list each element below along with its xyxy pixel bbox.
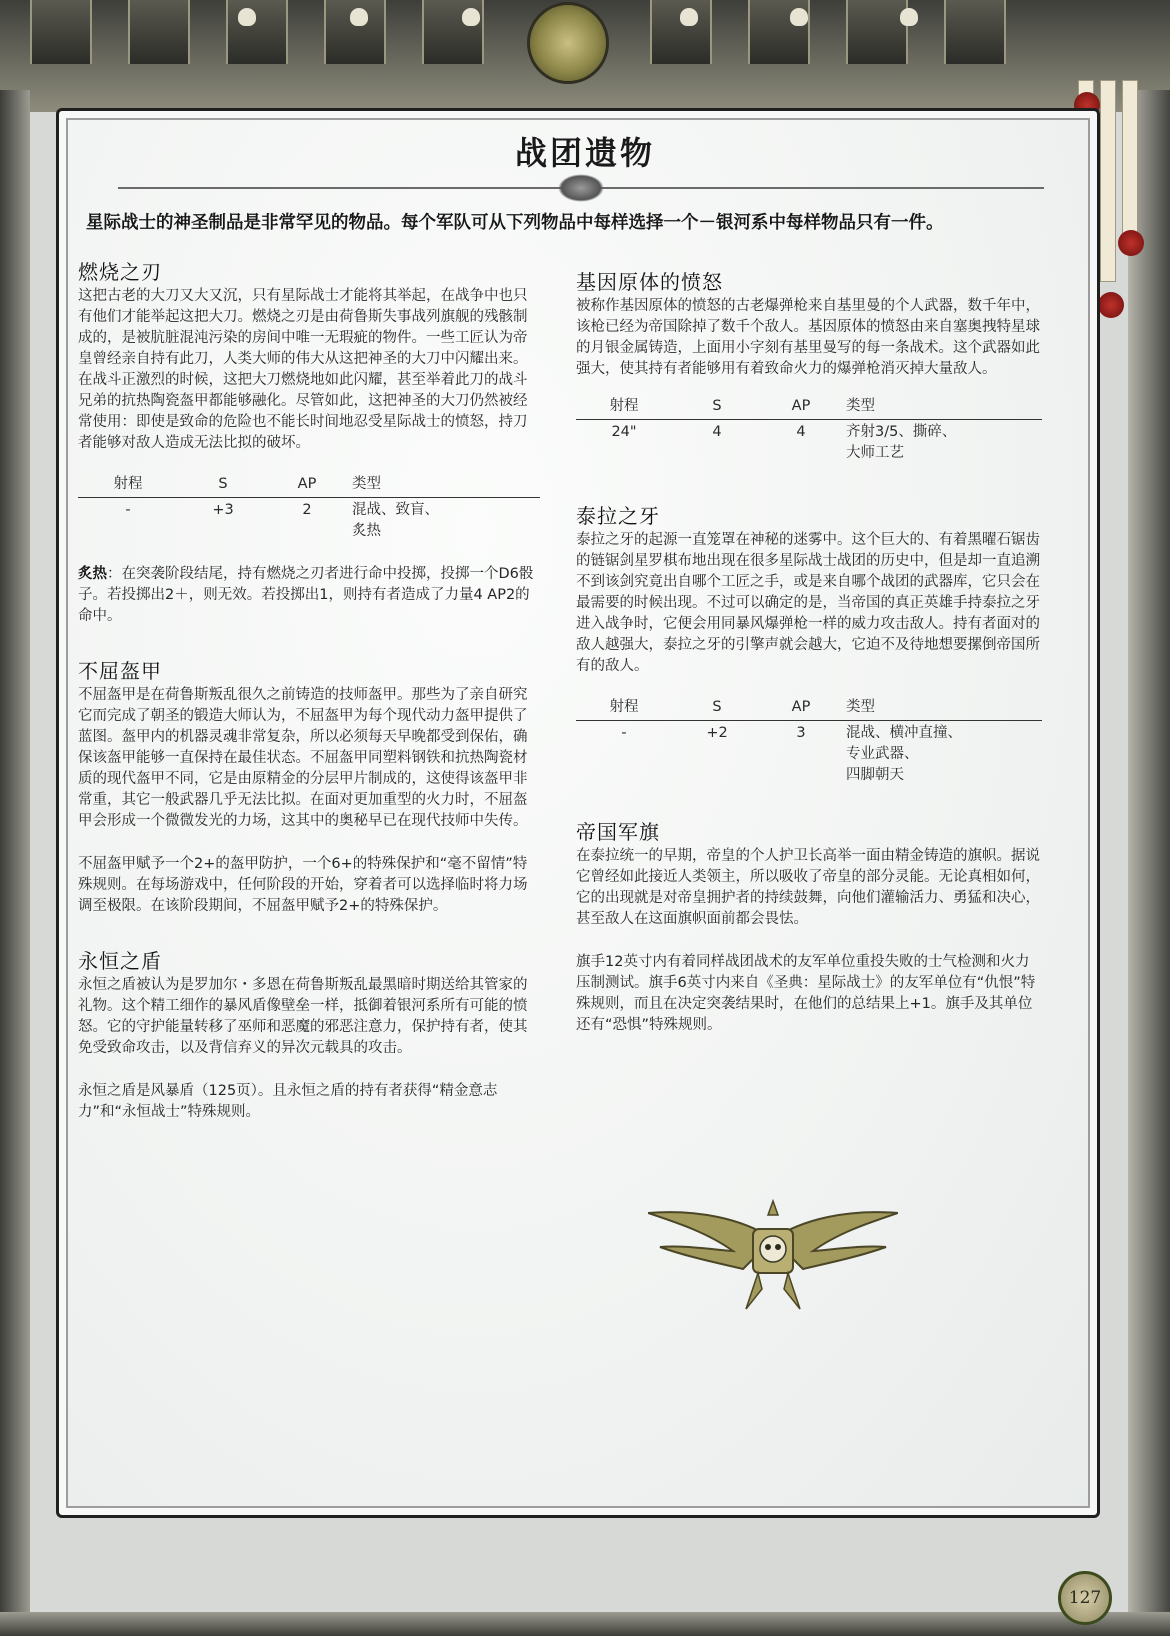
type-line: 专业武器、 xyxy=(846,746,919,762)
table-row xyxy=(576,420,1042,467)
rule-keyword: 炙热 xyxy=(78,566,107,582)
header-ap: AP xyxy=(762,394,840,420)
relic-teeth-of-terra xyxy=(576,506,1042,788)
title-divider xyxy=(118,182,1044,194)
section-body: 被称作基因原体的愤怒的古老爆弹枪来自基里曼的个人武器，数千年中，该枪已经为帝国除掉了数千个敌人。基因原体的愤怒由来自塞奥拽特星球的月银金属铸造，上面用小字刻有基里曼写的每一条战术。这个武器如此强大，使其持有者能够用有着致命火力的爆弹枪消灭掉大量敌人。 xyxy=(576,298,1040,377)
type-line: 混战、横冲直撞、 xyxy=(846,725,962,741)
cell-ap: 2 xyxy=(302,502,312,518)
header-type: 类型 xyxy=(840,394,1042,420)
page-number-badge xyxy=(1058,1571,1112,1625)
weapon-stats-table xyxy=(576,695,1042,788)
section-title: 泰拉之牙 xyxy=(576,504,660,528)
table-row xyxy=(576,721,1042,789)
cell-s: 4 xyxy=(712,424,722,440)
wax-seal-icon xyxy=(1098,292,1124,318)
table-header-row xyxy=(78,472,540,498)
section-title: 燃烧之刃 xyxy=(78,260,162,284)
header-range: 射程 xyxy=(78,472,178,498)
section-title: 永恒之盾 xyxy=(78,949,162,973)
cell-type xyxy=(346,498,540,545)
relic-eternal-shield xyxy=(78,951,540,1123)
right-frame-border xyxy=(1128,90,1170,1636)
winged-skull-icon xyxy=(648,1199,898,1317)
skull-icon xyxy=(680,8,698,26)
cell-type xyxy=(840,721,1042,789)
gothic-arch xyxy=(226,0,288,64)
relic-imperial-banner xyxy=(576,822,1042,1036)
weapon-stats-table xyxy=(78,472,540,544)
divider-ornament-icon xyxy=(558,174,604,202)
header-range: 射程 xyxy=(576,695,672,721)
page-number: 127 xyxy=(1068,1588,1102,1608)
left-frame-border xyxy=(0,90,30,1636)
intro-text: 星际战士的神圣制品是非常罕见的物品。每个军队可从下列物品中每样选择一个－银河系中每样物品只有一件。 xyxy=(86,213,944,233)
skull-icon xyxy=(462,8,480,26)
header-ap: AP xyxy=(268,472,346,498)
header-s: S xyxy=(672,394,762,420)
rule-paragraph: 永恒之盾是风暴盾（125页）。且永恒之盾的持有者获得“精金意志力”和“永恒战士”特殊规则。 xyxy=(78,1083,498,1120)
section-title: 帝国军旗 xyxy=(576,820,660,844)
table-header-row xyxy=(576,394,1042,420)
page-title: 战团遗物 xyxy=(514,134,655,172)
cell-ap: 3 xyxy=(796,725,806,741)
cell-s: +3 xyxy=(212,502,234,518)
scroll-icon xyxy=(1100,80,1116,282)
bottom-frame-border xyxy=(0,1612,1170,1636)
left-column xyxy=(78,262,540,1123)
top-frame-border xyxy=(0,0,1170,112)
table-row xyxy=(78,498,540,545)
helmet-seal-icon xyxy=(527,2,609,84)
rule-paragraph: 不屈盔甲赋予一个2+的盔甲防护，一个6+的特殊保护和“毫不留情”特殊规则。在每场游戏中，任何阶段的开始，穿着者可以选择临时将力场调至极限。在该阶段期间，不屈盔甲赋予2+的特殊保护。 xyxy=(78,856,528,914)
gothic-arch xyxy=(128,0,190,64)
weapon-stats-table xyxy=(576,394,1042,466)
section-body: 泰拉之牙的起源一直笼罩在神秘的迷雾中。这个巨大的、有着黑曜石锯齿的链锯剑星罗棋布地出现在很多星际战士战团的历史中，但是却一直追溯不到该剑究竟出自哪个工匠之手，或是来自哪个战团的武器库，它只会在最需要的时候出现。不过可以确定的是，当帝国的真正英雄手持泰拉之牙进入战争时，它便会用同暴风爆弹枪一样的威力攻击敌人。持有者面对的敌人越强大，泰拉之牙的引擎声就会越大，它迫不及待地想要摞倒帝国所有的敌人。 xyxy=(576,532,1040,674)
type-line: 炙热 xyxy=(352,523,381,539)
right-column xyxy=(576,272,1042,1036)
skull-icon xyxy=(900,8,918,26)
wax-seal-icon xyxy=(1118,230,1144,256)
skull-icon xyxy=(238,8,256,26)
gothic-arch xyxy=(944,0,1006,64)
gothic-arch xyxy=(846,0,908,64)
header-ap: AP xyxy=(762,695,840,721)
skull-icon xyxy=(790,8,808,26)
cell-range: - xyxy=(621,725,627,741)
section-title: 基因原体的愤怒 xyxy=(576,270,723,294)
section-body: 永恒之盾被认为是罗加尔・多恩在荷鲁斯叛乱最黑暗时期送给其管家的礼物。这个精工细作的暴风盾像壁垒一样，抵御着银河系所有可能的愤怒。它的守护能量转移了巫师和恶魔的邪恶注意力，保护持有者，使其免受致命攻击，以及背信弃义的异次元载具的攻击。 xyxy=(78,977,528,1056)
cell-range: - xyxy=(125,502,131,518)
type-line: 四脚朝天 xyxy=(846,767,904,783)
header-type: 类型 xyxy=(346,472,540,498)
header-range: 射程 xyxy=(576,394,672,420)
cell-s: +2 xyxy=(706,725,728,741)
skull-icon xyxy=(350,8,368,26)
section-body: 不屈盔甲是在荷鲁斯叛乱很久之前铸造的技师盔甲。那些为了亲自研究它而完成了朝圣的锻造大师认为，不屈盔甲为每个现代动力盔甲提供了蓝图。盔甲内的机器灵魂非常复杂，所以必须每天早晚都受到保佑，确保该盔甲能够一直保持在最佳状态。不屈盔甲同塑料钢铁和抗热陶瓷材质的现代盔甲不同，它是由原精金的分层甲片制成的，这使得该盔甲非常重，其它一般武器几乎无法比拟。在面对更加重型的火力时，不屈盔甲会形成一个微微发光的力场，这其中的奥秘早已在现代技师中失传。 xyxy=(78,687,528,829)
section-body: 这把古老的大刀又大又沉，只有星际战士才能将其举起，在战争中也只有他们才能举起这把大刀。燃烧之刃是由荷鲁斯失事战列旗舰的残骸制成的，是被肮脏混沌污染的房间中唯一无瑕疵的物件。一些工匠认为帝皇曾经亲自持有此刀，人类大师的伟大从这把神圣的大刀中闪耀出来。在战斗正激烈的时候，这把大刀燃烧地如此闪耀，甚至举着此刀的战斗兄弟的抗热陶瓷盔甲都能够融化。尽管如此，这把神圣的大刀仍然被经常使用：即使是致命的危险也不能长时间地忍受星际战士的愤怒，持刀者能够对敌人造成无法比拟的破坏。 xyxy=(78,288,528,451)
cell-ap: 4 xyxy=(796,424,806,440)
header-s: S xyxy=(672,695,762,721)
rule-paragraph: 旗手12英寸内有着同样战团战术的友军单位重投失败的士气检测和火力压制测试。旗手6英寸内来自《圣典：星际战士》的友军单位有“仇恨”特殊规则，而且在决定突袭结果时，在他们的总结果上+1。旗手及其单位还有“恐惧”特殊规则。 xyxy=(576,954,1036,1033)
table-header-row xyxy=(576,695,1042,721)
rule-text: ：在突袭阶段结尾，持有燃烧之刃者进行命中投掷，投掷一个D6骰子。若投掷出2＋，则无效。若投掷出1，则持有者造成了力量4 AP2的命中。 xyxy=(78,566,534,624)
type-line: 齐射3/5、撕碎、 xyxy=(846,424,957,440)
section-body: 在泰拉统一的早期，帝皇的个人护卫长高举一面由精金铸造的旗帜。据说它曾经如此接近人类领主，所以吸收了帝皇的部分灵能。无论真相如何，它的出现就是对帝皇拥护者的持续鼓舞，向他们灌输活力、勇猛和决心，甚至敌人在这面旗帜面前都会畏怯。 xyxy=(576,848,1040,927)
relic-primarch-wrath xyxy=(576,272,1042,466)
rule-paragraph xyxy=(78,564,540,627)
relic-artificer-armour xyxy=(78,661,540,917)
relic-burning-blade xyxy=(78,262,540,627)
header-s: S xyxy=(178,472,268,498)
header-type: 类型 xyxy=(840,695,1042,721)
gothic-arch xyxy=(30,0,92,64)
gothic-arch xyxy=(650,0,712,64)
cell-type xyxy=(840,420,1042,467)
cell-range: 24" xyxy=(611,424,637,440)
type-line: 混战、致盲、 xyxy=(352,502,439,518)
section-title: 不屈盔甲 xyxy=(78,659,162,683)
type-line: 大师工艺 xyxy=(846,445,904,461)
